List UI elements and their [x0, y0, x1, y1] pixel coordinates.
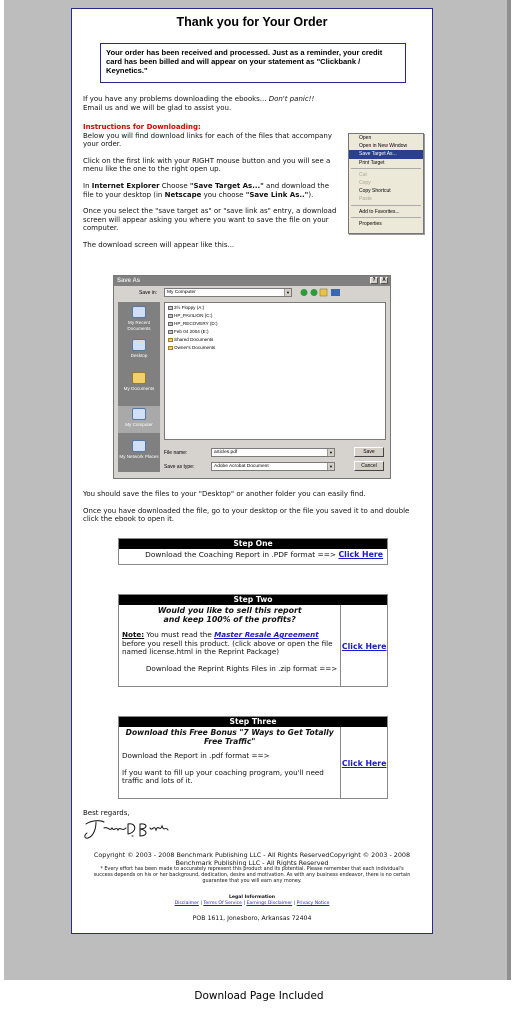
step-three-box	[118, 716, 388, 799]
step-two-question	[122, 606, 337, 624]
ctx-cut: Cut	[359, 171, 367, 178]
step-one-row	[119, 549, 387, 560]
p3-b: Choose	[159, 181, 190, 190]
file-label: Owner's Documents	[174, 345, 216, 350]
place-label: Desktop	[130, 353, 148, 358]
file-label: Shared Documents	[174, 337, 214, 342]
save-type-label: Save as type:	[164, 464, 195, 470]
p3-c: and download the file to your desktop (in	[83, 181, 330, 199]
save-as-dialog	[113, 275, 391, 479]
note-a: You must read the	[144, 630, 215, 639]
save-button[interactable]: Save	[354, 447, 384, 457]
order-notice: Your order has been received and processed. Just as a reminder, your credit card has been billed and will appear on your statement as "Clickbank / Keynetics."	[100, 43, 406, 83]
file-list	[164, 302, 386, 440]
instructions-p5: The download screen will appear like this...	[83, 240, 235, 249]
file-label: HP_RECOVERY (D:)	[174, 321, 218, 326]
place-network[interactable]	[118, 440, 160, 460]
floppy-icon	[168, 306, 173, 310]
p3-d: you choose	[201, 190, 246, 199]
after-p2: Once you have downloaded the file, go to your desktop or the file you saved it to and double click the ebook to open it.	[83, 506, 410, 524]
problems-text	[83, 95, 423, 112]
ctx-copy-shortcut[interactable]: Copy Shortcut	[359, 188, 391, 195]
step-one-text: Download the Coaching Report in .PDF format ==>	[145, 550, 339, 559]
place-desktop[interactable]	[118, 339, 160, 359]
save-type-select[interactable]	[211, 462, 335, 471]
disclaimer-link[interactable]: Disclaimer	[174, 901, 199, 906]
save-type-value: Adobe Acrobat Document	[214, 464, 269, 469]
step-one-link[interactable]: Click Here	[338, 550, 383, 559]
step-three-heading: Step Three	[119, 717, 387, 727]
chevron-down-icon: ▼	[327, 463, 334, 470]
file-item[interactable]	[168, 337, 213, 343]
p3-sla: "Save Link As.."	[245, 190, 309, 199]
step-three-download-text: Download the Report in .pdf format ==>	[122, 751, 270, 760]
recent-documents-icon	[132, 306, 146, 318]
place-recent[interactable]	[118, 306, 160, 331]
folder-icon	[168, 338, 173, 342]
step-one-heading: Step One	[119, 539, 387, 549]
note-b: before you resell this product. (click above or open the file named license.html in the Reprint Package)	[122, 638, 333, 657]
note-label: Note:	[122, 630, 145, 639]
step-three-fill-text: If you want to fill up your coaching program, you'll need traffic and lots of it.	[122, 767, 324, 786]
problems-line2: Email us and we will be glad to assist you.	[83, 103, 232, 112]
place-label: My Computer	[125, 422, 153, 427]
place-my-documents[interactable]	[118, 372, 160, 392]
p3-sta: "Save Target As..."	[189, 181, 264, 190]
question-line1: Would you like to sell this report	[157, 606, 302, 615]
filename-input[interactable]	[211, 448, 335, 457]
step-three-left	[119, 727, 341, 799]
my-documents-icon	[132, 372, 146, 384]
desktop-icon	[132, 339, 146, 351]
file-item[interactable]	[168, 313, 212, 319]
p3-e: ).	[308, 190, 314, 199]
network-places-icon	[132, 440, 146, 452]
instructions-p1: Below you will find download links for each of the files that accompany your order.	[83, 131, 333, 149]
up-icon	[311, 289, 318, 296]
context-menu	[348, 133, 424, 234]
file-label: Feb 04 2004 (E:)	[174, 329, 209, 334]
file-item[interactable]	[168, 305, 204, 311]
copyright: Copyright © 2003 - 2008 Benchmark Publishing LLC - All Rights ReservedCopyright © 2003 - 2008 Benchmark Publishing LLC - All Rights Reserved	[93, 851, 411, 867]
drive-icon	[168, 314, 173, 318]
legal-title: Legal Information	[228, 895, 276, 900]
terms-link[interactable]: Terms Of Service	[203, 901, 243, 906]
place-label: My Network Places	[119, 454, 159, 459]
p3-ns: Netscape	[164, 190, 202, 199]
my-computer-icon	[132, 408, 146, 420]
after-download-text	[83, 490, 421, 524]
step-three-link[interactable]: Click Here	[341, 758, 387, 768]
back-icon	[301, 289, 308, 296]
chevron-down-icon: ▼	[284, 289, 291, 296]
question-line2: and keep 100% of the profits?	[163, 615, 296, 624]
instructions-p3	[83, 182, 341, 199]
master-resale-link[interactable]: Master Resale Agreement	[214, 630, 319, 639]
places-bar	[118, 302, 160, 472]
step-two-table	[119, 605, 387, 687]
best-regards: Best regards,	[83, 809, 130, 817]
file-item[interactable]	[168, 321, 217, 327]
filename-value: articles.pdf	[214, 450, 238, 455]
views-icon	[331, 289, 340, 296]
filename-label: File name:	[164, 450, 188, 456]
new-folder-icon	[320, 289, 327, 296]
file-item[interactable]	[168, 329, 208, 335]
save-in-label: Save in:	[139, 290, 158, 296]
step-one-box	[118, 538, 388, 565]
cancel-button[interactable]: Cancel	[354, 461, 384, 471]
step-two-heading: Step Two	[119, 595, 387, 605]
instructions-heading: Instructions for Downloading:	[83, 123, 201, 131]
dont-panic: Don't panic!!	[268, 95, 315, 103]
ctx-open[interactable]: Open	[359, 135, 372, 141]
file-label: 3½ Floppy (A:)	[174, 305, 205, 310]
ctx-print-target[interactable]: Print Target	[359, 159, 385, 166]
p3-a: In	[83, 181, 92, 190]
dialog-title: Save As	[117, 278, 141, 284]
file-item[interactable]	[168, 345, 215, 351]
step-two-left	[119, 605, 341, 687]
drive-icon	[168, 322, 173, 326]
caption: Download Page Included	[194, 990, 324, 1002]
ctx-open-new-window[interactable]: Open in New Window	[359, 143, 408, 150]
dialog-toolbar-icons[interactable]	[300, 288, 346, 297]
chevron-down-icon: ▼	[327, 449, 334, 456]
instructions-p2: Click on the first link with your RIGHT mouse button and you will see a menu like the one to the right open up.	[83, 156, 331, 174]
step-two-note	[122, 631, 337, 657]
disclaimer-text: * Every effort has been made to accurately represent this product and its potential. Please remember that each individual's success depends on his or her background, dedication, desire and motivation. As with any business endeavor, there is no certain guarantee that you will earn any money.	[93, 866, 411, 884]
earnings-disclaimer-link[interactable]: Earnings Disclaimer	[246, 901, 293, 906]
after-p1: You should save the files to your "Desktop" or another folder you can easily find.	[83, 490, 366, 498]
step-two-right	[341, 605, 387, 687]
close-button[interactable]: X	[380, 277, 388, 284]
place-label: My Documents	[123, 386, 155, 391]
ctx-copy: Copy	[359, 179, 371, 186]
page-title: Thank you for Your Order	[176, 15, 328, 29]
scrollbar-edge	[507, 0, 511, 980]
place-label: My Recent Documents	[127, 320, 151, 331]
file-label: HP_PAVILION (C:)	[174, 313, 213, 318]
legal-links: Disclaimer | Terms Of Service | Earnings Disclaimer | Privacy Notice	[174, 901, 330, 906]
step-three-right	[341, 727, 387, 799]
instructions-block	[83, 123, 341, 250]
privacy-notice-link[interactable]: Privacy Notice	[296, 901, 330, 906]
save-in-value: My Computer	[167, 290, 196, 295]
problems-line1: If you have any problems downloading the ebooks...	[83, 95, 269, 103]
ctx-properties[interactable]: Properties	[359, 220, 382, 227]
step-two-download-text: Download the Reprint Rights Files in .zip format ==>	[145, 663, 338, 673]
step-three-bonus: Download this Free Bonus "7 Ways to Get Totally Free Traffic"	[125, 728, 334, 746]
order-page	[71, 8, 433, 934]
ctx-paste: Paste	[359, 196, 372, 203]
address: POB 1611, Jonesboro, Arkansas 72404	[192, 915, 312, 922]
cd-drive-icon	[168, 330, 173, 334]
save-in-select[interactable]	[164, 288, 292, 297]
instructions-p4: Once you select the "save target as" or "save link as" entry, a download screen will appear asking you where you want to save the file on your computer.	[83, 207, 337, 233]
folder-icon	[168, 346, 173, 350]
signature	[82, 818, 174, 842]
dialog-titlebar	[114, 276, 390, 286]
p3-ie: Internet Explorer	[91, 181, 160, 190]
ctx-save-target-as[interactable]: Save Target As...	[349, 150, 423, 158]
place-my-computer[interactable]	[118, 406, 160, 433]
step-three-table	[119, 727, 387, 799]
step-two-link[interactable]: Click Here	[341, 641, 387, 651]
step-two-box	[118, 594, 388, 687]
ctx-add-favorites[interactable]: Add to Favorites...	[359, 208, 400, 215]
help-button[interactable]: ?	[370, 277, 378, 284]
